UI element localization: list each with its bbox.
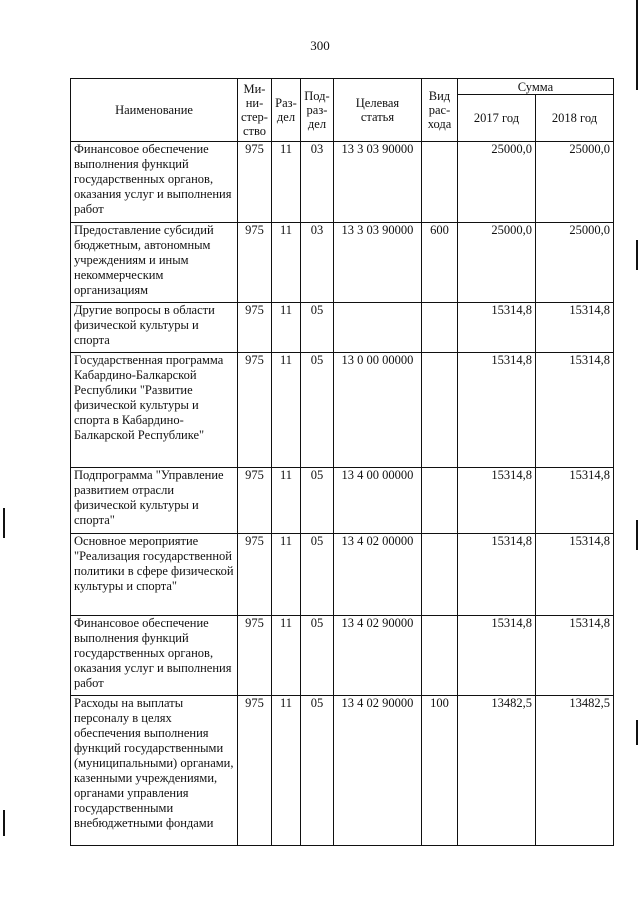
row-ministry: 975 bbox=[238, 468, 272, 534]
header-name: Наименование bbox=[71, 79, 238, 142]
row-sum-2017: 13482,5 bbox=[457, 696, 535, 846]
scan-edge-mark bbox=[3, 508, 5, 538]
header-year-2018: 2018 год bbox=[535, 95, 613, 142]
scan-edge-mark bbox=[636, 720, 638, 745]
row-expense-type bbox=[421, 616, 457, 696]
row-sum-2017: 15314,8 bbox=[457, 468, 535, 534]
row-expense-type bbox=[421, 468, 457, 534]
row-section: 11 bbox=[271, 696, 300, 846]
table-row bbox=[71, 616, 614, 696]
scan-edge-mark bbox=[636, 240, 638, 270]
row-sum-2018: 25000,0 bbox=[535, 142, 613, 223]
row-section: 11 bbox=[271, 223, 300, 303]
header-section: Раз- дел bbox=[271, 79, 300, 142]
row-ministry: 975 bbox=[238, 696, 272, 846]
header-target: Целевая статья bbox=[333, 79, 421, 142]
row-sum-2017: 15314,8 bbox=[457, 534, 535, 616]
row-subsection: 03 bbox=[300, 142, 333, 223]
row-sum-2018: 13482,5 bbox=[535, 696, 613, 846]
row-target: 13 4 02 00000 bbox=[333, 534, 421, 616]
row-subsection: 05 bbox=[300, 696, 333, 846]
row-ministry: 975 bbox=[238, 353, 272, 468]
row-name: Подпрограмма "Управление развитием отрасли физической культуры и спорта" bbox=[71, 468, 238, 534]
header-subsection: Под- раз- дел bbox=[300, 79, 333, 142]
row-expense-type bbox=[421, 142, 457, 223]
table-row bbox=[71, 353, 614, 468]
scan-edge-mark bbox=[3, 810, 5, 836]
table-row bbox=[71, 303, 614, 353]
row-ministry: 975 bbox=[238, 303, 272, 353]
row-ministry: 975 bbox=[238, 142, 272, 223]
scan-edge-mark bbox=[636, 520, 638, 550]
row-sum-2018: 15314,8 bbox=[535, 303, 613, 353]
row-target: 13 0 00 00000 bbox=[333, 353, 421, 468]
row-section: 11 bbox=[271, 353, 300, 468]
row-name: Другие вопросы в области физической культуры и спорта bbox=[71, 303, 238, 353]
row-target: 13 4 02 90000 bbox=[333, 696, 421, 846]
row-section: 11 bbox=[271, 303, 300, 353]
table-row bbox=[71, 142, 614, 223]
row-expense-type bbox=[421, 353, 457, 468]
row-section: 11 bbox=[271, 534, 300, 616]
header-expense-type: Вид рас- хода bbox=[421, 79, 457, 142]
row-subsection: 05 bbox=[300, 303, 333, 353]
row-ministry: 975 bbox=[238, 223, 272, 303]
row-subsection: 03 bbox=[300, 223, 333, 303]
table-row bbox=[71, 534, 614, 616]
row-sum-2018: 15314,8 bbox=[535, 353, 613, 468]
row-sum-2017: 15314,8 bbox=[457, 303, 535, 353]
row-ministry: 975 bbox=[238, 534, 272, 616]
row-subsection: 05 bbox=[300, 468, 333, 534]
row-sum-2017: 15314,8 bbox=[457, 616, 535, 696]
row-subsection: 05 bbox=[300, 616, 333, 696]
row-subsection: 05 bbox=[300, 534, 333, 616]
header-year-2017: 2017 год bbox=[457, 95, 535, 142]
table-row bbox=[71, 696, 614, 846]
row-sum-2018: 15314,8 bbox=[535, 468, 613, 534]
row-section: 11 bbox=[271, 468, 300, 534]
table-row bbox=[71, 468, 614, 534]
row-subsection: 05 bbox=[300, 353, 333, 468]
row-ministry: 975 bbox=[238, 616, 272, 696]
table-row bbox=[71, 223, 614, 303]
row-target: 13 3 03 90000 bbox=[333, 223, 421, 303]
row-name: Финансовое обеспечение выполнения функций государственных органов, оказания услуг и выполнения работ bbox=[71, 616, 238, 696]
row-expense-type bbox=[421, 534, 457, 616]
row-sum-2018: 25000,0 bbox=[535, 223, 613, 303]
scan-edge-mark bbox=[636, 0, 638, 90]
budget-table bbox=[70, 78, 614, 846]
row-target bbox=[333, 303, 421, 353]
row-sum-2017: 15314,8 bbox=[457, 353, 535, 468]
header-ministry: Ми- ни- стер- ство bbox=[238, 79, 272, 142]
row-sum-2017: 25000,0 bbox=[457, 142, 535, 223]
row-name: Финансовое обеспечение выполнения функций государственных органов, оказания услуг и выполнения работ bbox=[71, 142, 238, 223]
row-expense-type: 600 bbox=[421, 223, 457, 303]
row-target: 13 4 02 90000 bbox=[333, 616, 421, 696]
row-name: Предоставление субсидий бюджетным, автономным учреждениям и иным некоммерческим организациям bbox=[71, 223, 238, 303]
header-sum: Сумма bbox=[457, 79, 613, 95]
row-target: 13 3 03 90000 bbox=[333, 142, 421, 223]
row-expense-type: 100 bbox=[421, 696, 457, 846]
row-name: Основное мероприятие "Реализация государственной политики в сфере физической культуры и спорта" bbox=[71, 534, 238, 616]
row-sum-2018: 15314,8 bbox=[535, 534, 613, 616]
page-number: 300 bbox=[310, 38, 330, 53]
row-sum-2018: 15314,8 bbox=[535, 616, 613, 696]
row-name: Расходы на выплаты персоналу в целях обеспечения выполнения функций государственными (муниципальными) органами, казенными учреждениями, органами управления государственными внебюджетными фондами bbox=[71, 696, 238, 846]
row-name: Государственная программа Кабардино-Балкарской Республики "Развитие физической культуры и спорта в Кабардино-Балкарской Республике" bbox=[71, 353, 238, 468]
row-target: 13 4 00 00000 bbox=[333, 468, 421, 534]
row-expense-type bbox=[421, 303, 457, 353]
row-sum-2017: 25000,0 bbox=[457, 223, 535, 303]
row-section: 11 bbox=[271, 142, 300, 223]
row-section: 11 bbox=[271, 616, 300, 696]
